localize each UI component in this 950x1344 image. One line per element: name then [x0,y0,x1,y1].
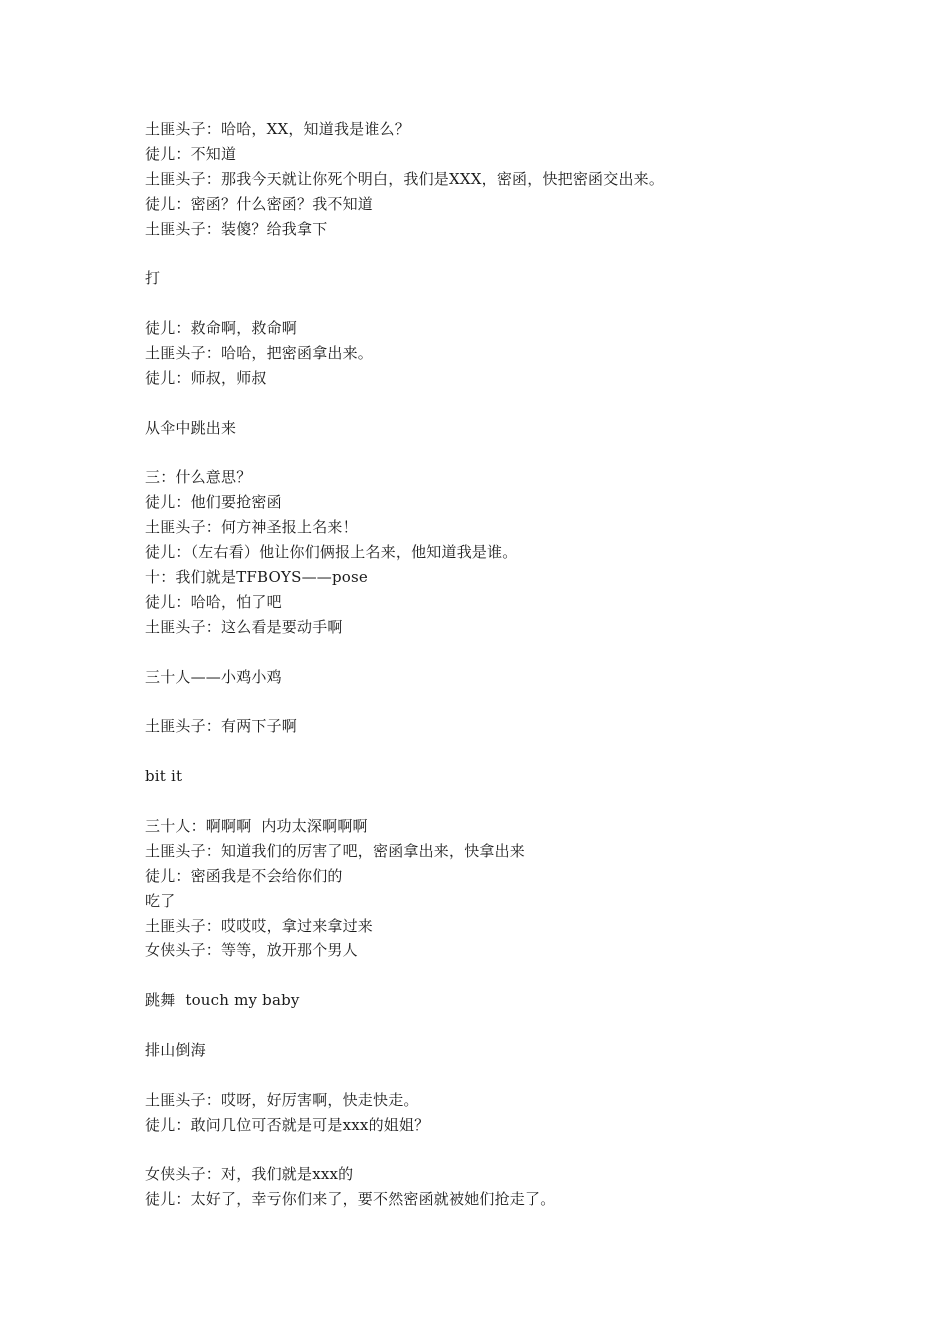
blank-line [145,1138,845,1163]
text-line: 三十人：啊啊啊 内功太深啊啊啊 [145,816,368,835]
stage-direction: 跳舞 touch my baby [145,991,300,1010]
text-line: 土匪头子：哈哈，XX，知道我是谁么？ [145,120,410,138]
text-line: 徒儿：密函？什么密函？我不知道 [145,194,374,213]
stage-direction: 打 [145,269,161,288]
stage-direction: 排山倒海 [145,1040,206,1059]
text-line: 土匪头子：哎呀，好厉害啊，快走快走。 [145,1090,419,1109]
text-line: 土匪头子：这么看是要动手啊 [145,617,343,636]
text-line: 徒儿：密函我是不会给你们的 [145,866,343,885]
blank-line [145,963,845,988]
stage-direction: 三十人——小鸡小鸡 [145,667,282,686]
text-line: 徒儿：敢问几位可否就是可是xxx的姐姐？ [145,1115,430,1134]
script-text-body [145,117,845,1212]
blank-line [145,1013,845,1038]
text-line: 土匪头子：哈哈，把密函拿出来。 [145,344,374,363]
blank-line [145,789,845,814]
text-line: 土匪头子：何方神圣报上名来！ [145,518,358,537]
blank-line [145,291,845,316]
text-line: 徒儿：救命啊，救命啊 [145,319,298,338]
text-line: 三：什么意思？ [145,468,252,487]
blank-line [145,640,845,665]
blank-line [145,441,845,466]
text-line: 土匪头子：那我今天就让你死个明白，我们是XXX，密函，快把密函交出来。 [145,169,665,188]
blank-line [145,391,845,416]
blank-line [145,241,845,266]
stage-direction: 从伞中跳出来 [145,418,237,437]
text-line: 徒儿：太好了，幸亏你们来了，要不然密函就被她们抢走了。 [145,1190,556,1209]
text-line: 土匪头子：有两下子啊 [145,717,298,736]
stage-direction: bit it [145,767,183,786]
text-line: 徒儿：不知道 [145,144,237,163]
text-line: 十：我们就是TFBOYS——pose [145,568,368,587]
text-line: 徒儿：（左右看）他让你们俩报上名来，他知道我是谁。 [145,543,518,562]
text-line: 徒儿：哈哈，怕了吧 [145,592,282,611]
text-line: 土匪头子：哎哎哎，拿过来拿过来 [145,916,374,935]
text-line: 土匪头子：知道我们的厉害了吧，密函拿出来，快拿出来 [145,841,526,860]
text-line: 女侠头子：对，我们就是xxx的 [145,1165,354,1184]
blank-line [145,689,845,714]
blank-line [145,1063,845,1088]
text-line: 女侠头子：等等，放开那个男人 [145,941,358,960]
text-line: 土匪头子：装傻？给我拿下 [145,219,328,238]
text-line: 徒儿：他们要抢密函 [145,493,282,512]
text-line: 吃了 [145,891,176,910]
blank-line [145,739,845,764]
text-line: 徒儿：师叔，师叔 [145,368,267,387]
